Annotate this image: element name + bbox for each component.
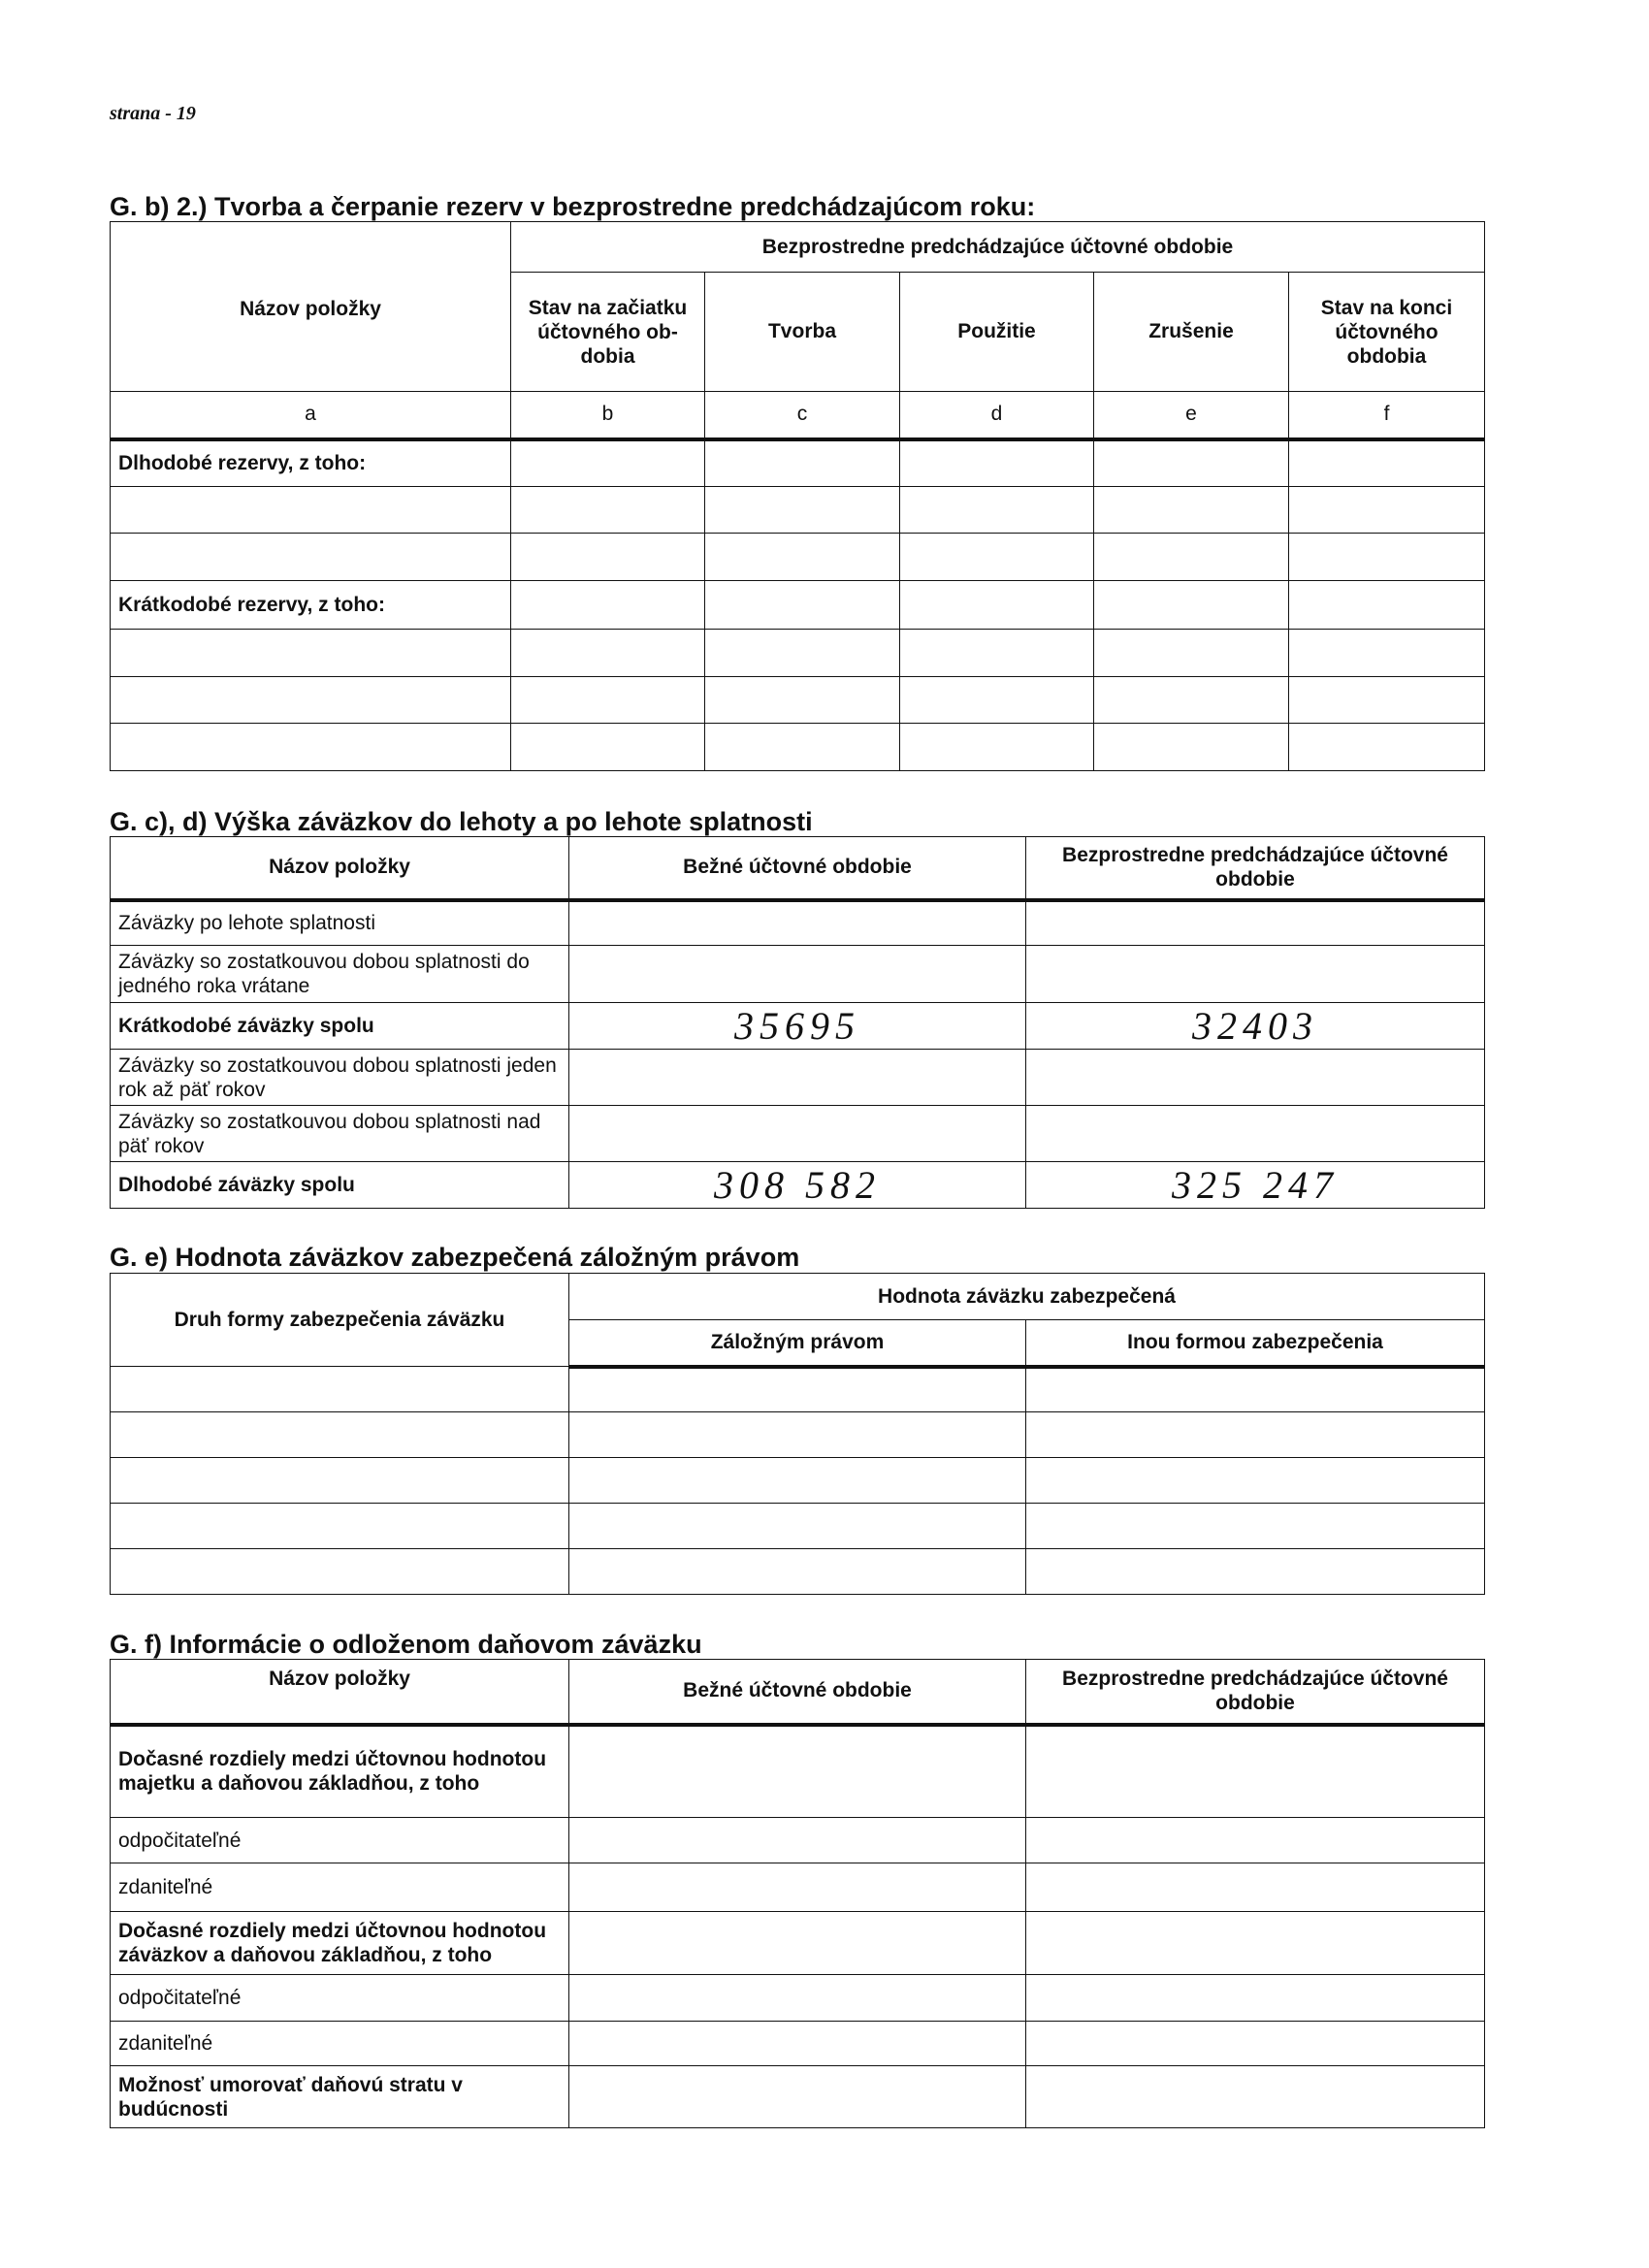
secured-table: [110, 1273, 1485, 1595]
value-cell[interactable]: [1094, 439, 1289, 487]
table-row: [111, 1050, 1485, 1106]
letter: f: [1289, 392, 1485, 439]
previous-header: Bezprostredne predchádzajúce účtovné obdobie: [1026, 837, 1485, 900]
col-header: Inou formou zabezpečenia: [1026, 1320, 1485, 1367]
value-cell[interactable]: [1289, 724, 1485, 771]
current-header: Bežné účtovné obdobie: [569, 1660, 1026, 1725]
row-label: [111, 724, 511, 771]
section-title-secured: G. e) Hodnota záväzkov zabezpečená záložným právom: [110, 1243, 800, 1272]
value-cell[interactable]: [1094, 534, 1289, 581]
row-label: Krátkodobé rezervy, z toho:: [111, 581, 511, 630]
previous-value[interactable]: [1026, 2066, 1485, 2128]
value-cell[interactable]: [1289, 487, 1485, 534]
value-cell[interactable]: [705, 487, 900, 534]
table-row: [111, 1504, 1485, 1549]
previous-value[interactable]: 32403: [1026, 1003, 1485, 1050]
value-cell[interactable]: [1026, 1367, 1485, 1412]
table-row: [111, 1818, 1485, 1863]
table-row: [111, 677, 1485, 724]
value-cell[interactable]: [111, 1504, 569, 1549]
previous-header: Bezprostredne predchádzajúce účtovné obdobie: [1026, 1660, 1485, 1725]
row-label: [111, 630, 511, 677]
value-cell[interactable]: [900, 677, 1094, 724]
value-cell[interactable]: [705, 630, 900, 677]
value-cell[interactable]: [900, 487, 1094, 534]
previous-value[interactable]: [1026, 1818, 1485, 1863]
table-row: [111, 1725, 1485, 1818]
current-value[interactable]: [569, 946, 1026, 1003]
table-row: [111, 946, 1485, 1003]
value-cell[interactable]: [111, 1458, 569, 1504]
col-header: Zrušenie: [1094, 273, 1289, 392]
previous-value[interactable]: [1026, 946, 1485, 1003]
letter: e: [1094, 392, 1289, 439]
row-label: Dočasné rozdiely medzi účtovnou hodnotou záväzkov a daňovou základňou, z toho: [111, 1912, 569, 1975]
value-cell[interactable]: [569, 1458, 1026, 1504]
value-cell[interactable]: [511, 677, 705, 724]
table-row: [111, 439, 1485, 487]
table-row: [111, 534, 1485, 581]
table-row: [111, 1162, 1485, 1209]
value-cell[interactable]: [111, 1367, 569, 1412]
current-value[interactable]: [569, 1863, 1026, 1912]
col-header: Použitie: [900, 273, 1094, 392]
row-label: Dlhodobé rezervy, z toho:: [111, 439, 511, 487]
value-cell[interactable]: [569, 1549, 1026, 1595]
table-row: [111, 1106, 1485, 1162]
row-label: [111, 487, 511, 534]
value-cell[interactable]: [900, 724, 1094, 771]
current-value[interactable]: [569, 1975, 1026, 2022]
value-cell[interactable]: [705, 677, 900, 724]
row-label: odpočitateľné: [111, 1818, 569, 1863]
row-label: Dlhodobé záväzky spolu: [111, 1162, 569, 1209]
group-header: Hodnota záväzku zabezpečená: [569, 1274, 1485, 1320]
value-cell[interactable]: [111, 1412, 569, 1458]
table-row: [111, 1912, 1485, 1975]
current-value[interactable]: [569, 900, 1026, 946]
value-cell[interactable]: [900, 439, 1094, 487]
letter: d: [900, 392, 1094, 439]
row-label: odpočitateľné: [111, 1975, 569, 2022]
value-cell[interactable]: [705, 581, 900, 630]
value-cell[interactable]: [1094, 487, 1289, 534]
value-cell[interactable]: [511, 581, 705, 630]
row-label: Dočasné rozdiely medzi účtovnou hodnotou majetku a daňovou základňou, z toho: [111, 1725, 569, 1818]
value-cell[interactable]: [1289, 677, 1485, 724]
current-value[interactable]: [569, 1818, 1026, 1863]
value-cell[interactable]: [1026, 1412, 1485, 1458]
value-cell[interactable]: [569, 1367, 1026, 1412]
table-row: [111, 2022, 1485, 2066]
section-title-deferred-tax: G. f) Informácie o odloženom daňovom záväzku: [110, 1630, 702, 1659]
reserves-table: [110, 221, 1485, 771]
value-cell[interactable]: [1094, 581, 1289, 630]
value-cell[interactable]: [900, 630, 1094, 677]
table-row: [111, 1367, 1485, 1412]
previous-value[interactable]: [1026, 1106, 1485, 1162]
row-label: Záväzky so zostatkouvou dobou splatnosti nad päť rokov: [111, 1106, 569, 1162]
previous-value[interactable]: 325 247: [1026, 1162, 1485, 1209]
col-header: Záložným právom: [569, 1320, 1026, 1367]
name-header: Druh formy zabezpečenia záväzku: [111, 1274, 569, 1367]
previous-value[interactable]: [1026, 1725, 1485, 1818]
value-cell[interactable]: [1094, 630, 1289, 677]
col-header: Stav na konci účtovného obdobia: [1289, 273, 1485, 392]
row-label: Možnosť umorovať daňovú stratu v budúcnosti: [111, 2066, 569, 2128]
value-cell[interactable]: [511, 487, 705, 534]
section-title-reserves: G. b) 2.) Tvorba a čerpanie rezerv v bezprostredne predchádzajúcom roku:: [110, 192, 1036, 221]
section-title-liabilities: G. c), d) Výška záväzkov do lehoty a po lehote splatnosti: [110, 807, 813, 836]
row-label: Záväzky so zostatkouvou dobou splatnosti jeden rok až päť rokov: [111, 1050, 569, 1106]
letter: c: [705, 392, 900, 439]
value-cell[interactable]: [900, 581, 1094, 630]
letter: a: [111, 392, 511, 439]
col-header: Stav na začiatku účtovného ob-dobia: [511, 273, 705, 392]
previous-value[interactable]: [1026, 1912, 1485, 1975]
previous-value[interactable]: [1026, 2022, 1485, 2066]
row-label: zdaniteľné: [111, 2022, 569, 2066]
value-cell[interactable]: [511, 439, 705, 487]
value-cell[interactable]: [1289, 581, 1485, 630]
table-row: [111, 1549, 1485, 1595]
table-row: [111, 1863, 1485, 1912]
current-value[interactable]: 308 582: [569, 1162, 1026, 1209]
value-cell[interactable]: [569, 1504, 1026, 1549]
current-value[interactable]: 35695: [569, 1003, 1026, 1050]
value-cell[interactable]: [511, 534, 705, 581]
row-label: [111, 534, 511, 581]
value-cell[interactable]: [900, 534, 1094, 581]
value-cell[interactable]: [569, 1412, 1026, 1458]
table-row: [111, 1003, 1485, 1050]
current-header: Bežné účtovné obdobie: [569, 837, 1026, 900]
name-header: Názov položky: [111, 837, 569, 900]
value-cell[interactable]: [1094, 677, 1289, 724]
previous-value[interactable]: [1026, 1975, 1485, 2022]
table-row: [111, 2066, 1485, 2128]
table-row: [111, 1975, 1485, 2022]
row-label: Záväzky so zostatkouvou dobou splatnosti do jedného roka vrátane: [111, 946, 569, 1003]
value-cell[interactable]: [511, 724, 705, 771]
previous-value[interactable]: [1026, 1050, 1485, 1106]
deferred-tax-table: [110, 1659, 1485, 2128]
col-header: Tvorba: [705, 273, 900, 392]
value-cell[interactable]: [1026, 1504, 1485, 1549]
current-value[interactable]: [569, 1912, 1026, 1975]
value-cell[interactable]: [1094, 724, 1289, 771]
table-row: [111, 630, 1485, 677]
group-header: Bezprostredne predchádzajúce účtovné obdobie: [511, 222, 1485, 273]
row-label: zdaniteľné: [111, 1863, 569, 1912]
table-row: [111, 487, 1485, 534]
current-value[interactable]: [569, 1106, 1026, 1162]
value-cell[interactable]: [705, 724, 900, 771]
previous-value[interactable]: [1026, 1863, 1485, 1912]
liabilities-table: [110, 836, 1485, 1209]
value-cell[interactable]: [511, 630, 705, 677]
name-header: Názov položky: [111, 1660, 569, 1725]
table-row: [111, 581, 1485, 630]
value-cell[interactable]: [1026, 1549, 1485, 1595]
current-value[interactable]: [569, 2022, 1026, 2066]
value-cell[interactable]: [705, 439, 900, 487]
table-row: [111, 724, 1485, 771]
value-cell[interactable]: [1289, 534, 1485, 581]
value-cell[interactable]: [1289, 439, 1485, 487]
current-value[interactable]: [569, 2066, 1026, 2128]
value-cell[interactable]: [111, 1549, 569, 1595]
row-label: Záväzky po lehote splatnosti: [111, 900, 569, 946]
current-value[interactable]: [569, 1050, 1026, 1106]
value-cell[interactable]: [705, 534, 900, 581]
value-cell[interactable]: [1026, 1458, 1485, 1504]
letter: b: [511, 392, 705, 439]
row-label: [111, 677, 511, 724]
table-row: [111, 1412, 1485, 1458]
value-cell[interactable]: [1289, 630, 1485, 677]
table-row: [111, 1458, 1485, 1504]
name-header: Názov položky: [111, 222, 511, 392]
table-row: [111, 900, 1485, 946]
current-value[interactable]: [569, 1725, 1026, 1818]
row-label: Krátkodobé záväzky spolu: [111, 1003, 569, 1050]
letter-row: [111, 392, 1485, 439]
previous-value[interactable]: [1026, 900, 1485, 946]
page-number: strana - 19: [110, 103, 196, 124]
